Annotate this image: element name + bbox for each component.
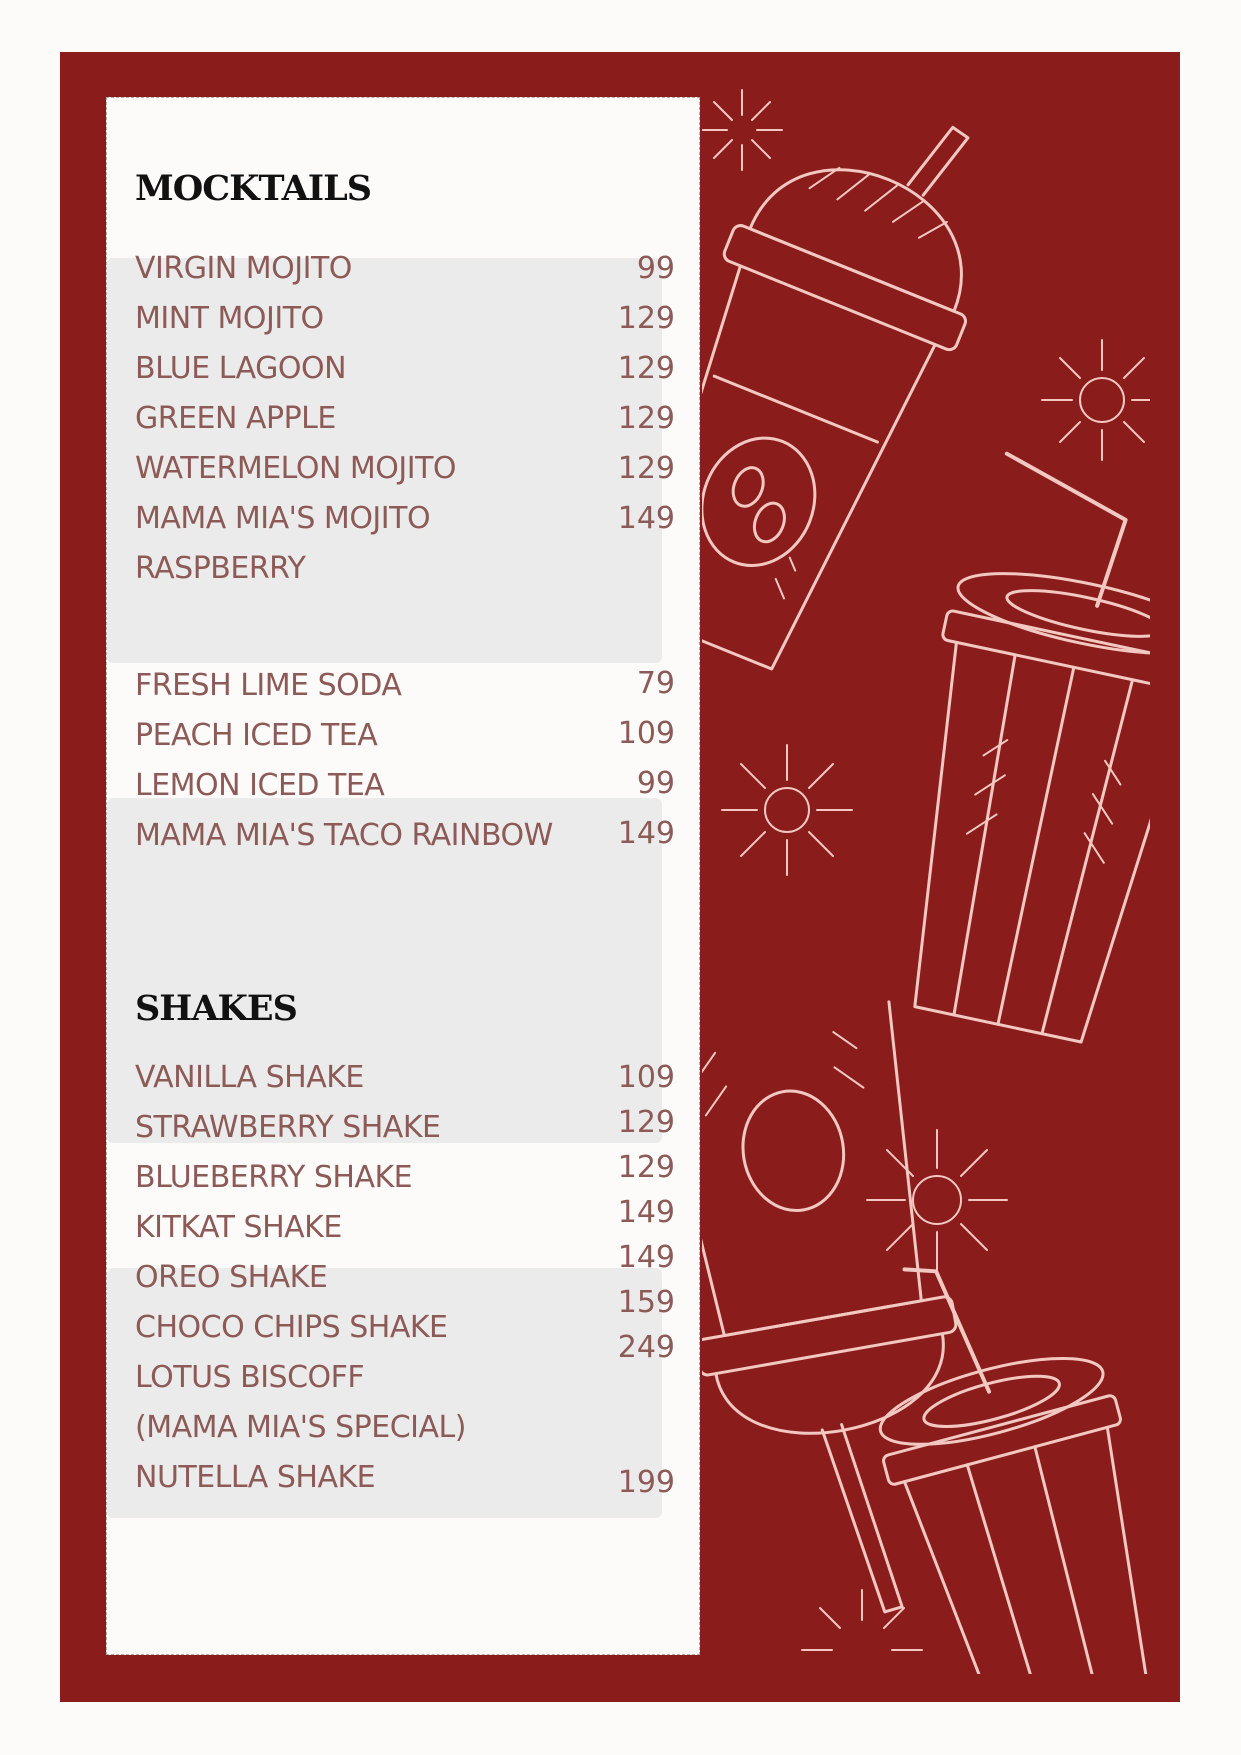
menu-item-name: WATERMELON MOJITO: [135, 451, 457, 486]
menu-item-price: 109: [617, 1060, 675, 1095]
menu-item-price: 149: [617, 1240, 675, 1275]
menu-item-price: 129: [617, 351, 675, 386]
menu-item-price: 199: [617, 1465, 675, 1500]
section-title-shakes: SHAKES: [135, 988, 297, 1029]
menu-item-price: 129: [617, 401, 675, 436]
menu-item-name: BLUEBERRY SHAKE: [135, 1160, 413, 1195]
menu-item-price: 129: [617, 301, 675, 336]
menu-item-name: MINT MOJITO: [135, 301, 324, 336]
menu-panel: [106, 97, 700, 1655]
menu-item-name: STRAWBERRY SHAKE: [135, 1110, 441, 1145]
menu-item-name: CHOCO CHIPS SHAKE: [135, 1310, 448, 1345]
menu-item-name: MAMA MIA'S MOJITO: [135, 501, 431, 536]
menu-frame: [60, 52, 1180, 1702]
menu-item-name: GREEN APPLE: [135, 401, 336, 436]
menu-item-price: 159: [617, 1285, 675, 1320]
section-title-mocktails: MOCKTAILS: [135, 168, 372, 209]
menu-item-price: 149: [617, 1195, 675, 1230]
menu-item-price: 99: [636, 766, 675, 801]
menu-item-name: (MAMA MIA'S SPECIAL): [135, 1410, 466, 1445]
menu-item-price: 109: [617, 716, 675, 751]
menu-item-price: 249: [617, 1330, 675, 1365]
menu-item-name: MAMA MIA'S TACO RAINBOW: [135, 818, 553, 853]
menu-item-price: 79: [636, 666, 675, 701]
drink-cups-illustration-icon: [702, 80, 1150, 1674]
menu-item-price: 149: [617, 816, 675, 851]
menu-item-name: NUTELLA SHAKE: [135, 1460, 376, 1495]
menu-item-name: OREO SHAKE: [135, 1260, 328, 1295]
menu-item-price: 149: [617, 501, 675, 536]
menu-item-price: 129: [617, 1150, 675, 1185]
menu-item-name: VIRGIN MOJITO: [135, 251, 352, 286]
menu-item-name: VANILLA SHAKE: [135, 1060, 364, 1095]
menu-item-name: PEACH ICED TEA: [135, 718, 378, 753]
menu-item-price: 129: [617, 451, 675, 486]
menu-item-name: LEMON ICED TEA: [135, 768, 385, 803]
menu-item-price: 99: [636, 251, 675, 286]
menu-item-name: RASPBERRY: [135, 551, 306, 586]
menu-item-price: 129: [617, 1105, 675, 1140]
menu-item-name: BLUE LAGOON: [135, 351, 347, 386]
menu-item-name: KITKAT SHAKE: [135, 1210, 342, 1245]
menu-item-name: LOTUS BISCOFF: [135, 1360, 365, 1395]
menu-item-name: FRESH LIME SODA: [135, 668, 402, 703]
